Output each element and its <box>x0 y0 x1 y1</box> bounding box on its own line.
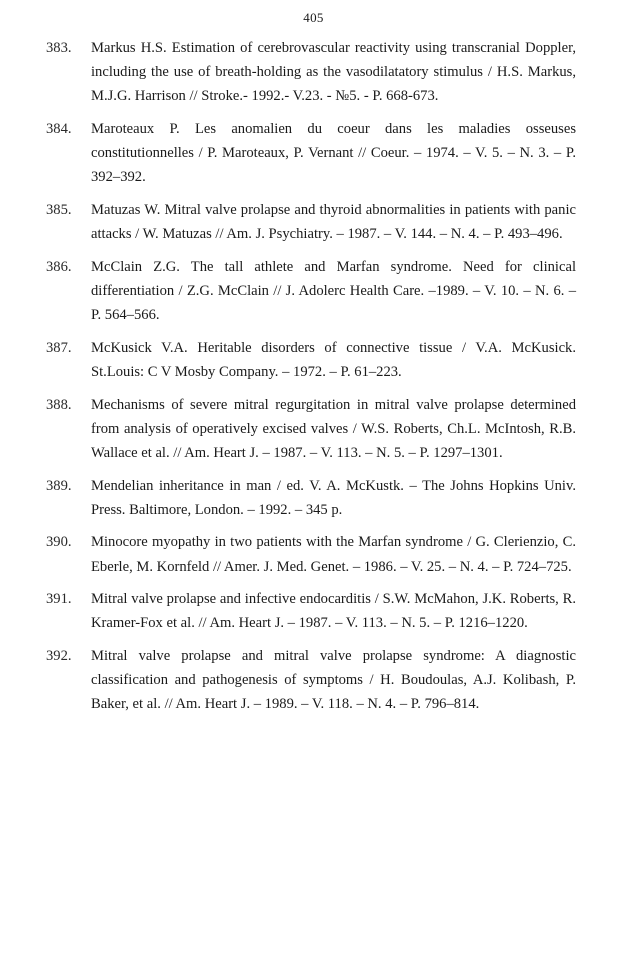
reference-number: 386. <box>46 258 72 275</box>
reference-text: Mechanisms of severe mitral regurgitation in mitral valve prolapse determined from analysis of operatively excised valves / W.S. Roberts, Ch.L. McIntosh, R.B. Wallace et al. // Am. Heart J. – 1987. – V. 113. – N. 5. – P. 1297–1301. <box>91 396 576 461</box>
reference-number: 385. <box>46 202 72 218</box>
reference-text: Mendelian inheritance in man / ed. V. A. McKustk. – The Johns Hopkins Univ. Press. Baltimore, London. – 1992. – 345 p. <box>91 477 576 518</box>
reference-text: Matuzas W. Mitral valve prolapse and thyroid abnormalities in patients with panic attacks / W. Matuzas // Am. J. Psychiatry. – 1987. – V. 144. – N. 4. – P. 493–496. <box>91 202 576 243</box>
reference-item <box>46 198 576 246</box>
reference-text: Maroteaux P. Les anomalien du coeur dans les maladies osseuses constitutionnelles / P. Maroteaux, P. Vernant // Coeur. – 1974. – V. 5. – N. 3. – P. 392–392. <box>91 121 576 186</box>
reference-text: Minocore myopathy in two patients with the Marfan syndrome / G. Clerienzio, C. Eberle, M. Kornfeld // Amer. J. Med. Genet. – 1986. – V. 25. – N. 4. – P. 724–725. <box>91 534 576 575</box>
reference-text: McClain Z.G. The tall athlete and Marfan syndrome. Need for clinical differentiation / Z.G. McClain // J. Adolerc Health Care. –1989. – V. 10. – N. 6. – P. 564–566. <box>91 258 576 324</box>
reference-number: 390. <box>46 534 72 551</box>
reference-item <box>46 117 576 190</box>
reference-item <box>46 255 576 328</box>
reference-item <box>46 644 576 717</box>
reference-number: 388. <box>46 396 72 413</box>
reference-item <box>46 587 576 635</box>
page-number: 405 <box>303 10 324 25</box>
reference-number: 389. <box>46 477 72 494</box>
reference-text: Mitral valve prolapse and infective endocarditis / S.W. McMahon, J.K. Roberts, R. Kramer-Fox et al. // Am. Heart J. – 1987. – V. 113. – N. 5. – P. 1216–1220. <box>91 591 576 632</box>
reference-list <box>46 36 576 725</box>
reference-text: Mitral valve prolapse and mitral valve prolapse syndrome: A diagnostic classification and pathogenesis of symptoms / H. Boudoulas, A.J. Kolibash, P. Baker, et al. // Am. Heart J. – 1989. – V. 118. – N. 4. – P. 796–814. <box>91 647 576 713</box>
reference-item <box>46 393 576 466</box>
reference-item <box>46 336 576 384</box>
reference-item <box>46 474 576 522</box>
reference-number: 392. <box>46 647 72 664</box>
reference-item <box>46 36 576 109</box>
reference-text: McKusick V.A. Heritable disorders of connective tissue / V.A. McKusick. St.Louis: C V Mosby Company. – 1972. – P. 61–223. <box>91 339 576 380</box>
reference-number: 391. <box>46 591 72 608</box>
reference-number: 383. <box>46 40 72 56</box>
reference-number: 387. <box>46 339 72 356</box>
reference-number: 384. <box>46 121 72 137</box>
reference-text: Markus H.S. Estimation of cerebrovascular reactivity using transcranial Doppler, including the use of breath-holding as the vasodilatatory stimulus / H.S. Markus, M.J.G. Harrison // Stroke.- 1992.- V.23. - №5. - P. 668-673. <box>91 40 576 105</box>
reference-item <box>46 530 576 578</box>
